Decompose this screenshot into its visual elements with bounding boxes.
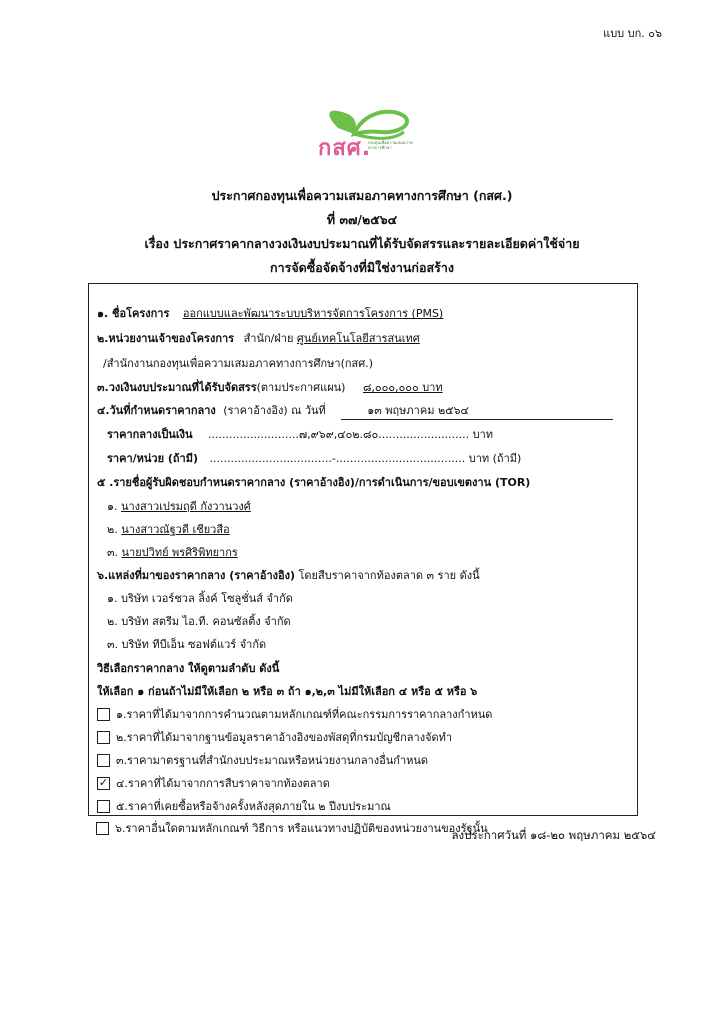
announcement-number: ที่ ๓๗/๒๕๖๔ bbox=[326, 212, 398, 227]
price-label: ราคากลางเป็นเงิน bbox=[107, 428, 193, 441]
project-value: ออกแบบและพัฒนาระบบบริหารจัดการโครงการ (PMS) bbox=[182, 307, 444, 320]
announcement-title: ประกาศกองทุนเพื่อความเสมอภาคทางการศึกษา (กสศ.) bbox=[211, 188, 513, 203]
date-value: ๑๓ พฤษภาคม ๒๕๖๔ bbox=[341, 401, 613, 420]
person-name: นางสาวณัฐวดี เชียวสือ bbox=[121, 523, 230, 536]
checkbox-checked[interactable] bbox=[97, 777, 110, 790]
option-row bbox=[97, 797, 391, 815]
option-label: ๕.ราคาที่เคยซื้อหรือจ้างครั้งหลังสุดภายใน ๒ ปีงบประมาณ bbox=[116, 800, 391, 813]
source-item: ๒. บริษัท สตรีม ไอ.ที. คอนซัลติ้ง จำกัด bbox=[107, 615, 291, 628]
unit-value: ...................................-..................................... บาท (ถ้ามี) bbox=[209, 452, 522, 465]
price-value: ..........................๗,๙๖๙,๔๐๒.๘๐.......................... บาท bbox=[207, 428, 494, 441]
option-label: ๒.ราคาที่ได้มาจากฐานข้อมูลราคาอ้างอิงของพัสดุที่กรมบัญชีกลางจัดทำ bbox=[116, 731, 453, 744]
sources-note: โดยสืบราคาจากท้องตลาด ๓ ราย ดังนี้ bbox=[298, 569, 480, 582]
budget-note: (ตามประกาศแผน) bbox=[256, 381, 346, 394]
persons-label: ๕ .รายชื่อผู้รับผิดชอบกำหนดราคากลาง (ราคาอ้างอิง)/การดำเนินการ/ขอบเขตงาน (TOR) bbox=[97, 476, 531, 489]
option-row bbox=[97, 705, 492, 723]
checkbox[interactable] bbox=[97, 708, 110, 721]
source-item: ๓. บริษัท ทีบีเอ็น ซอฟต์แวร์ จำกัด bbox=[107, 638, 267, 651]
date-label: ๔.วันที่กำหนดราคากลาง bbox=[97, 404, 216, 417]
date-mid: (ราคาอ้างอิง) ณ วันที่ bbox=[223, 404, 326, 417]
source-item: ๑. บริษัท เวอร์ชวล ลิ้งค์ โซลูชั่นส์ จำกัด bbox=[107, 592, 293, 605]
method-rule: ให้เลือก ๑ ก่อนถ้าไม่มีให้เลือก ๒ หรือ ๓ ถ้า ๑,๒,๓ ไม่มีให้เลือก ๔ หรือ ๕ หรือ ๖ bbox=[97, 685, 478, 698]
option-row bbox=[97, 774, 330, 792]
checkbox[interactable] bbox=[96, 822, 109, 835]
announcement-subject: เรื่อง ประกาศราคากลางวงเงินงบประมาณที่ได้รับจัดสรรและรายละเอียดค่าใช้จ่าย bbox=[144, 236, 580, 251]
checkmark-icon: ✓ bbox=[98, 775, 109, 789]
agency-label: ๒.หน่วยงานเจ้าของโครงการ bbox=[97, 332, 235, 345]
agency-prefix: สำนัก/ฝ่าย bbox=[243, 332, 294, 345]
announcement-subject-2: การจัดซื้อจัดจ้างที่มิใช่งานก่อสร้าง bbox=[270, 260, 454, 275]
agency-line2: /สำนักงานกองทุนเพื่อความเสมอภาคทางการศึกษา(กสศ.) bbox=[103, 357, 373, 370]
pricing-details-box bbox=[88, 283, 638, 816]
project-label: ๑. ชื่อโครงการ bbox=[97, 307, 170, 320]
unit-row bbox=[107, 449, 521, 467]
person-num: ๓. bbox=[107, 546, 119, 559]
person-num: ๑. bbox=[107, 500, 118, 513]
checkbox[interactable] bbox=[97, 800, 110, 813]
option-label: ๓.ราคามาตรฐานที่สำนักงบประมาณหรือหน่วยงานกลางอื่นกำหนด bbox=[116, 754, 429, 767]
form-code: แบบ บก. ๐๖ bbox=[603, 27, 662, 40]
budget-label: ๓.วงเงินงบประมาณที่ได้รับจัดสรร bbox=[97, 381, 257, 394]
method-heading: วิธีเลือกราคากลาง ให้ดูตามลำดับ ดังนี้ bbox=[97, 662, 280, 675]
person-name: นายปวิทย์ พรศิริพิทยากร bbox=[121, 546, 238, 559]
option-row bbox=[97, 751, 428, 769]
sources-label: ๖.แหล่งที่มาของราคากลาง (ราคาอ้างอิง) bbox=[97, 569, 295, 582]
logo-subtitle: กองทุนเพื่อความเสมอภาคทางการศึกษา bbox=[368, 140, 413, 150]
project-row bbox=[97, 304, 443, 322]
agency-value: ศูนย์เทคโนโลยีสารสนเทศ bbox=[296, 332, 420, 345]
option-label: ๔.ราคาที่ได้มาจากการสืบราคาจากท้องตลาด bbox=[116, 777, 330, 790]
person-item bbox=[107, 520, 230, 538]
option-label: ๖.ราคาอื่นใดตามหลักเกณฑ์ วิธีการ หรือแนวทางปฏิบัติของหน่วยงานของรัฐนั้น bbox=[115, 822, 488, 835]
date-row bbox=[97, 401, 613, 420]
person-name: นางสาวเปรมฤดี กังวานวงศ์ bbox=[120, 500, 251, 513]
price-row bbox=[107, 425, 493, 443]
agency-row bbox=[97, 329, 420, 347]
sources-row bbox=[97, 566, 480, 584]
person-item bbox=[107, 543, 238, 561]
unit-label: ราคา/หน่วย (ถ้ามี) bbox=[107, 452, 199, 465]
budget-value: ๘,๐๐๐,๐๐๐ บาท bbox=[362, 381, 443, 394]
checkbox[interactable] bbox=[97, 731, 110, 744]
budget-row bbox=[97, 378, 443, 396]
person-num: ๒. bbox=[107, 523, 118, 536]
publish-date: ลงประกาศวันที่ ๑๘-๒๐ พฤษภาคม ๒๕๖๔ bbox=[451, 828, 656, 842]
checkbox[interactable] bbox=[97, 754, 110, 767]
option-row bbox=[97, 728, 452, 746]
option-row bbox=[96, 819, 488, 837]
person-item bbox=[107, 497, 251, 515]
option-label: ๑.ราคาที่ได้มาจากการคำนวณตามหลักเกณฑ์ที่คณะกรรมการราคากลางกำหนด bbox=[116, 708, 493, 721]
logo-text: กสศ. bbox=[318, 136, 372, 161]
